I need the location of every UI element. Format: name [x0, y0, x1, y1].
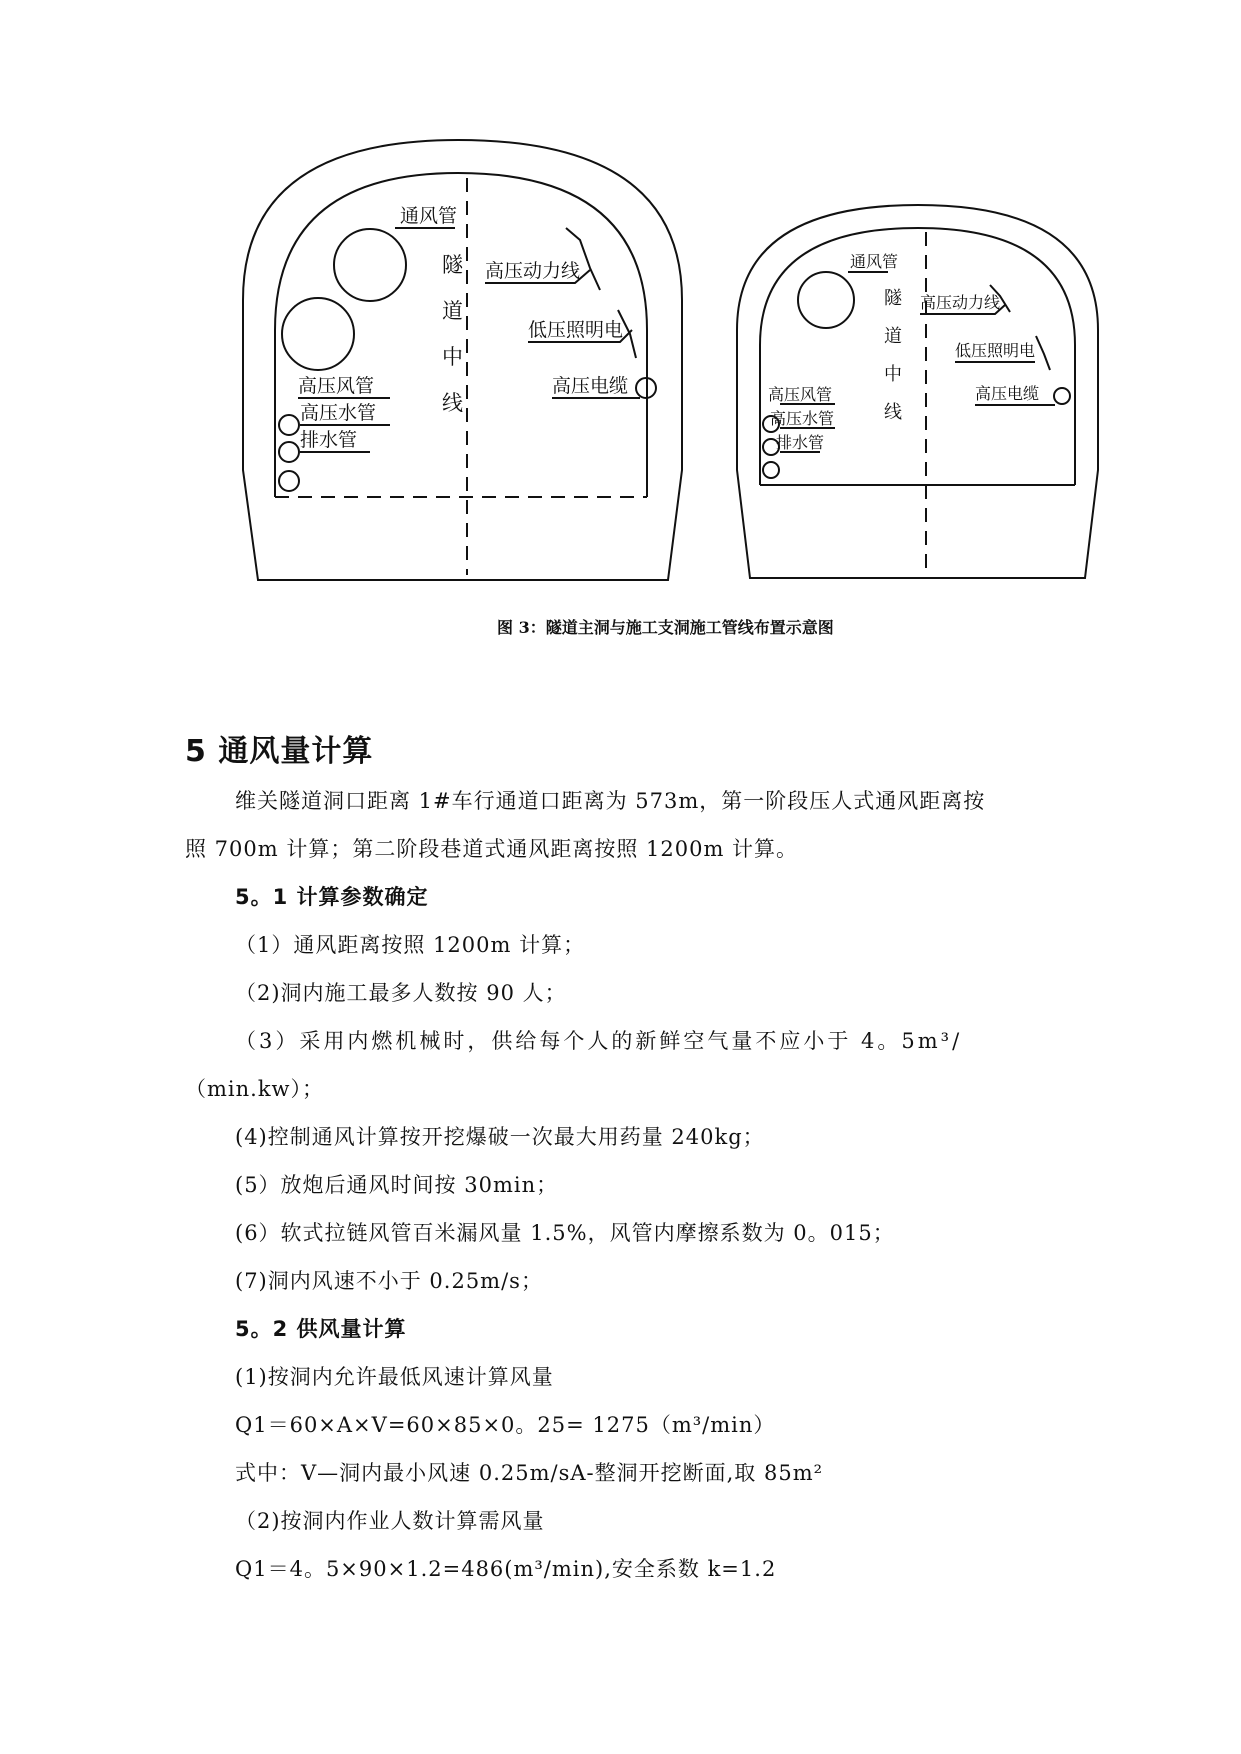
param-4: (4)控制通风计算按开挖爆破一次最大用药量 240kg；	[235, 1125, 765, 1149]
calc-line-5: Q1＝4。5×90×1.2=486(m³/min),安全系数 k=1.2	[235, 1557, 777, 1581]
left-center-line-char-1: 隧	[442, 253, 463, 277]
calc-line-1: (1)按洞内允许最低风速计算风量	[235, 1365, 554, 1389]
param-1: （1）通风距离按照 1200m 计算；	[235, 933, 586, 957]
param-6: (6）软式拉链风管百米漏风量 1.5%，风管内摩擦系数为 0。015；	[235, 1221, 895, 1245]
param-3: （3）采用内燃机械时，供给每个人的新鲜空气量不应小于 4。5m³/	[235, 1029, 963, 1053]
right-ventilation-duct	[798, 272, 854, 328]
left-hp-water-pipe-icon	[279, 442, 299, 462]
left-label-hp-water-pipe: 高压水管	[300, 402, 377, 424]
calc-line-3: 式中：V—洞内最小风速 0.25m/sA-整洞开挖断面,取 85m²	[235, 1461, 824, 1485]
intro-line-1: 维关隧道洞口距离 1#车行通道口距离为 573m，第一阶段压人式通风距离按	[235, 789, 986, 813]
right-label-ventilation-duct: 通风管	[850, 252, 899, 271]
right-center-line-char-2: 道	[884, 326, 902, 347]
left-ventilation-duct-lower	[282, 298, 354, 370]
left-label-ventilation-duct: 通风管	[400, 205, 458, 227]
left-label-drain-pipe: 排水管	[300, 429, 358, 451]
param-7: (7)洞内风速不小于 0.25m/s；	[235, 1269, 543, 1293]
subsection-2-title: 5。2 供风量计算	[235, 1317, 407, 1341]
left-center-line-char-4: 线	[442, 391, 463, 415]
right-label-hp-water-pipe: 高压水管	[770, 409, 835, 428]
param-3-cont: （min.kw）；	[185, 1077, 325, 1101]
subsection-1-title: 5。1 计算参数确定	[235, 885, 429, 909]
right-label-hv-cable: 高压电缆	[975, 384, 1040, 403]
tunnel-pipeline-diagram	[0, 0, 1241, 620]
figure-caption: 图 3：隧道主洞与施工支洞施工管线布置示意图	[497, 618, 834, 637]
left-center-line-char-3: 中	[442, 345, 463, 369]
section-title: 5 通风量计算	[185, 734, 374, 769]
calc-line-2: Q1＝60×A×V=60×85×0。25= 1275（m³/min）	[235, 1413, 776, 1437]
right-label-hv-power-line: 高压动力线	[920, 293, 1001, 312]
left-label-hp-air-pipe: 高压风管	[298, 375, 375, 397]
right-label-lv-lighting: 低压照明电	[955, 341, 1036, 360]
left-hp-air-pipe-icon	[279, 415, 299, 435]
param-5: (5）放炮后通风时间按 30min；	[235, 1173, 559, 1197]
right-label-drain-pipe: 排水管	[776, 433, 825, 452]
param-2: （2)洞内施工最多人数按 90 人；	[235, 981, 567, 1005]
left-ventilation-duct-upper	[334, 229, 406, 301]
left-label-hv-power-line: 高压动力线	[485, 260, 581, 282]
right-lv-lighting-hanger	[1036, 336, 1050, 370]
left-label-hv-cable: 高压电缆	[552, 375, 629, 397]
right-center-line-char-4: 线	[884, 402, 902, 423]
intro-line-2: 照 700m 计算；第二阶段巷道式通风距离按照 1200m 计算。	[185, 837, 799, 861]
right-center-line-char-3: 中	[884, 364, 902, 385]
calc-line-4: （2)按洞内作业人数计算需风量	[235, 1509, 545, 1533]
left-drain-pipe-icon	[279, 471, 299, 491]
left-center-line-char-2: 道	[442, 299, 463, 323]
right-drain-pipe-icon	[763, 462, 779, 478]
right-center-line-char-1: 隧	[884, 288, 902, 309]
right-label-hp-air-pipe: 高压风管	[768, 385, 833, 404]
left-label-lv-lighting: 低压照明电	[528, 319, 624, 341]
right-hv-cable-icon	[1054, 388, 1070, 404]
